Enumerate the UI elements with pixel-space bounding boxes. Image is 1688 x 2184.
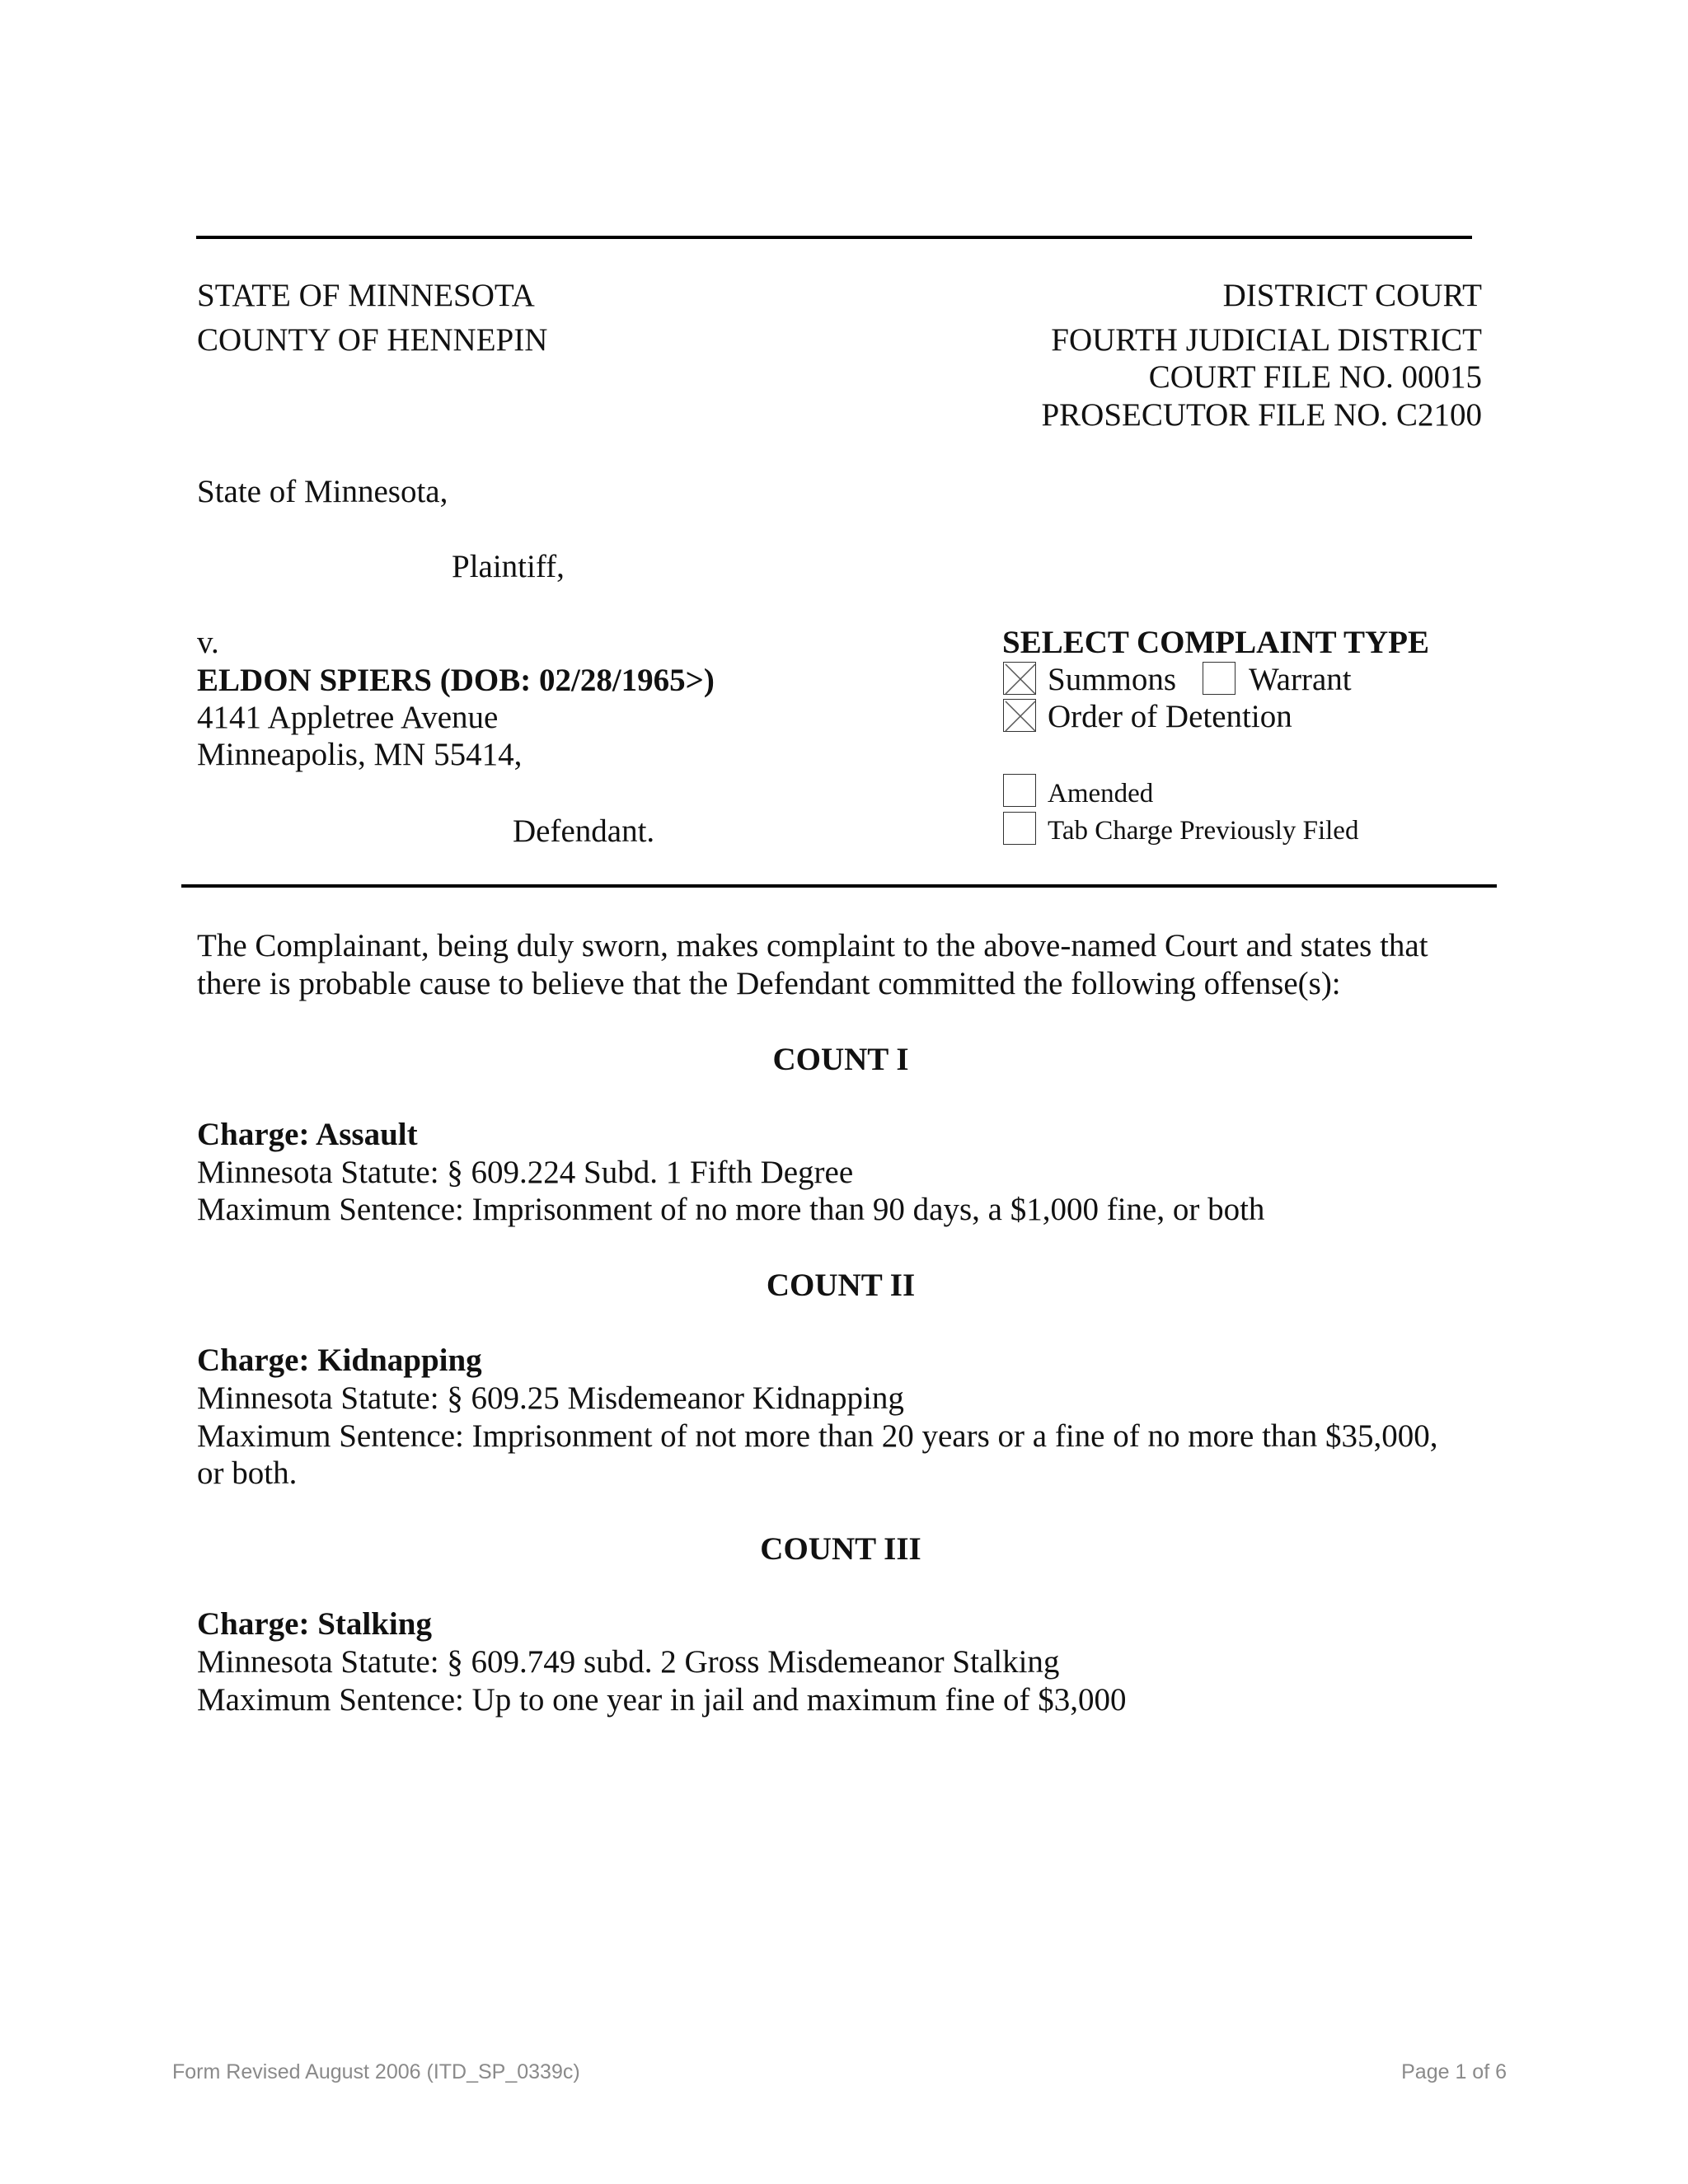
statute-line: Minnesota Statute: § 609.749 subd. 2 Gross Misdemeanor Stalking [197,1644,1060,1680]
count-heading: COUNT I [772,1042,909,1077]
warrant-label: Warrant [1249,662,1352,697]
order-of-detention-checkbox[interactable] [1003,699,1036,732]
count-heading: COUNT III [760,1531,921,1567]
charge-title: Charge: Stalking [197,1606,432,1642]
county-heading: COUNTY OF HENNEPIN [197,322,548,358]
count-heading: COUNT II [766,1268,916,1303]
caption-divider [181,884,1497,888]
sentence-line-continued: or both. [197,1455,298,1491]
sentence-line: Maximum Sentence: Imprisonment of not more than 20 years or a fine of no more than $35,000, [197,1418,1438,1454]
plaintiff-label: Plaintiff, [452,549,565,584]
summons-checkbox[interactable] [1003,662,1036,695]
top-rule [196,236,1472,239]
intro-line1: The Complainant, being duly sworn, makes complaint to the above-named Court and states that [197,928,1428,963]
statute-line: Minnesota Statute: § 609.224 Subd. 1 Fifth Degree [197,1155,854,1190]
complaint-type-title: SELECT COMPLAINT TYPE [1002,625,1429,660]
versus: v. [197,625,219,660]
plaintiff-name: State of Minnesota, [197,474,448,509]
amended-checkbox[interactable] [1003,774,1036,807]
intro-line2: there is probable cause to believe that the Defendant committed the following offense(s): [197,966,1341,1001]
tab-charge-checkbox[interactable] [1003,812,1036,845]
defendant-name: ELDON SPIERS (DOB: 02/28/1965>) [197,663,715,698]
summons-label: Summons [1048,662,1177,697]
charge-title: Charge: Assault [197,1117,418,1152]
defendant-address-line2: Minneapolis, MN 55414, [197,737,523,772]
order-of-detention-label: Order of Detention [1048,699,1292,734]
checked-x-icon [1004,663,1037,696]
page-number: Page 1 of 6 [1401,2060,1507,2083]
charge-title: Charge: Kidnapping [197,1343,482,1378]
tab-charge-label: Tab Charge Previously Filed [1048,816,1359,846]
checked-x-icon [1004,700,1037,733]
defendant-address-line1: 4141 Appletree Avenue [197,700,499,735]
sentence-line: Maximum Sentence: Imprisonment of no more than 90 days, a $1,000 fine, or both [197,1192,1265,1227]
district-heading: FOURTH JUDICIAL DISTRICT [1051,322,1482,358]
defendant-label: Defendant. [513,813,655,849]
statute-line: Minnesota Statute: § 609.25 Misdemeanor Kidnapping [197,1380,904,1416]
court-file-number: COURT FILE NO. 00015 [1148,359,1482,395]
state-heading: STATE OF MINNESOTA [197,278,535,313]
amended-label: Amended [1048,779,1154,808]
warrant-checkbox[interactable] [1203,662,1236,695]
sentence-line: Maximum Sentence: Up to one year in jail and maximum fine of $3,000 [197,1682,1127,1718]
prosecutor-file-number: PROSECUTOR FILE NO. C2100 [1041,397,1482,433]
form-revised-footer: Form Revised August 2006 (ITD_SP_0339c) [172,2060,580,2083]
court-heading: DISTRICT COURT [1222,278,1482,313]
